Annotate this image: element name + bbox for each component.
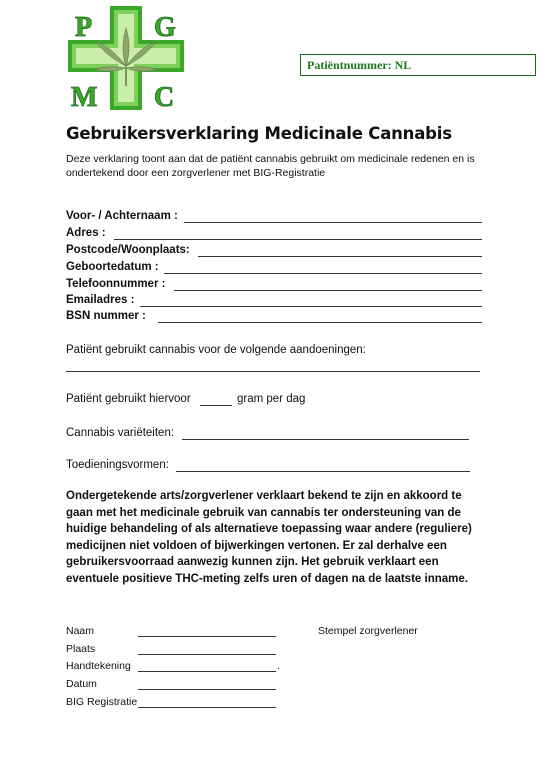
declaration-statement: Ondergetekende arts/zorgverlener verklaart bekend te zijn en akkoord te gaan met het medicinale gebruik van cannabis ter ondersteuning van de huidige behandeling of als alternatieve toepassing waar andere (reguliere) medicijnen niet voldoen of bijwerkingen vertonen. Er zal derhalve een gebruikersvoorraad aanwezig kunnen zijn. Het gebruik verklaart een eventuele positieve THC-meting zelfs uren of dagen na de laatste inname. (66, 490, 472, 585)
sig-line-big[interactable] (138, 707, 276, 708)
field-label-birthdate: Geboortedatum : (66, 261, 159, 273)
sig-label-big: BIG Registratie (66, 696, 138, 708)
sig-line-signature[interactable] (138, 671, 276, 672)
page-title: Gebruikersverklaring Medicinale Cannabis (66, 124, 452, 143)
intro-text: Deze verklaring toont aan dat de patiënt cannabis gebruikt om medicinale redenen en is ondertekend door een zorgverlener met BIG-Registratie (66, 153, 475, 179)
field-label-address: Adres : (66, 227, 106, 239)
field-label-phone: Telefoonnummer : (66, 278, 166, 290)
field-line-address[interactable] (114, 239, 482, 240)
sig-label-date: Datum (66, 678, 97, 690)
usage-suffix: gram per dag (237, 393, 306, 405)
field-line-bsn[interactable] (158, 322, 482, 323)
usage-prefix: Patiënt gebruikt hiervoor (66, 393, 191, 405)
patient-number-box[interactable] (300, 54, 536, 76)
sig-signature-dot: . (277, 660, 280, 672)
sig-label-place: Plaats (66, 643, 96, 655)
sig-label-name: Naam (66, 625, 95, 637)
sig-line-date[interactable] (138, 689, 276, 690)
field-label-bsn: BSN nummer : (66, 310, 146, 322)
sig-line-place[interactable] (138, 654, 276, 655)
varieties-label: Cannabis variëteiten: (66, 427, 175, 439)
forms-line[interactable] (176, 471, 470, 472)
logo-letter-g: G (154, 12, 176, 43)
sig-label-signature: Handtekening (66, 660, 131, 672)
field-line-name[interactable] (184, 222, 482, 223)
field-line-email[interactable] (140, 306, 482, 307)
field-label-postcode: Postcode/Woonplaats: (66, 244, 190, 256)
stamp-label: Stempel zorgverlener (318, 625, 418, 637)
forms-label: Toedieningsvormen: (66, 459, 169, 471)
conditions-label: Patiënt gebruikt cannabis voor de volgende aandoeningen: (66, 344, 366, 356)
cross-leaf-logo-icon (68, 6, 184, 110)
pgmc-logo (68, 6, 184, 110)
field-line-birthdate[interactable] (164, 273, 482, 274)
conditions-line[interactable] (66, 371, 480, 372)
usage-grams-line[interactable] (200, 405, 232, 406)
logo-letter-c: C (154, 82, 175, 110)
sig-line-name[interactable] (138, 636, 276, 637)
field-label-name: Voor- / Achternaam : (66, 210, 178, 222)
field-line-postcode[interactable] (198, 256, 482, 257)
field-label-email: Emailadres : (66, 294, 135, 306)
varieties-line[interactable] (182, 439, 469, 440)
logo-letter-m: M (71, 82, 98, 110)
field-line-phone[interactable] (174, 290, 482, 291)
patient-number-label: Patiëntnummer: NL (307, 58, 412, 72)
logo-letter-p: P (75, 12, 93, 43)
